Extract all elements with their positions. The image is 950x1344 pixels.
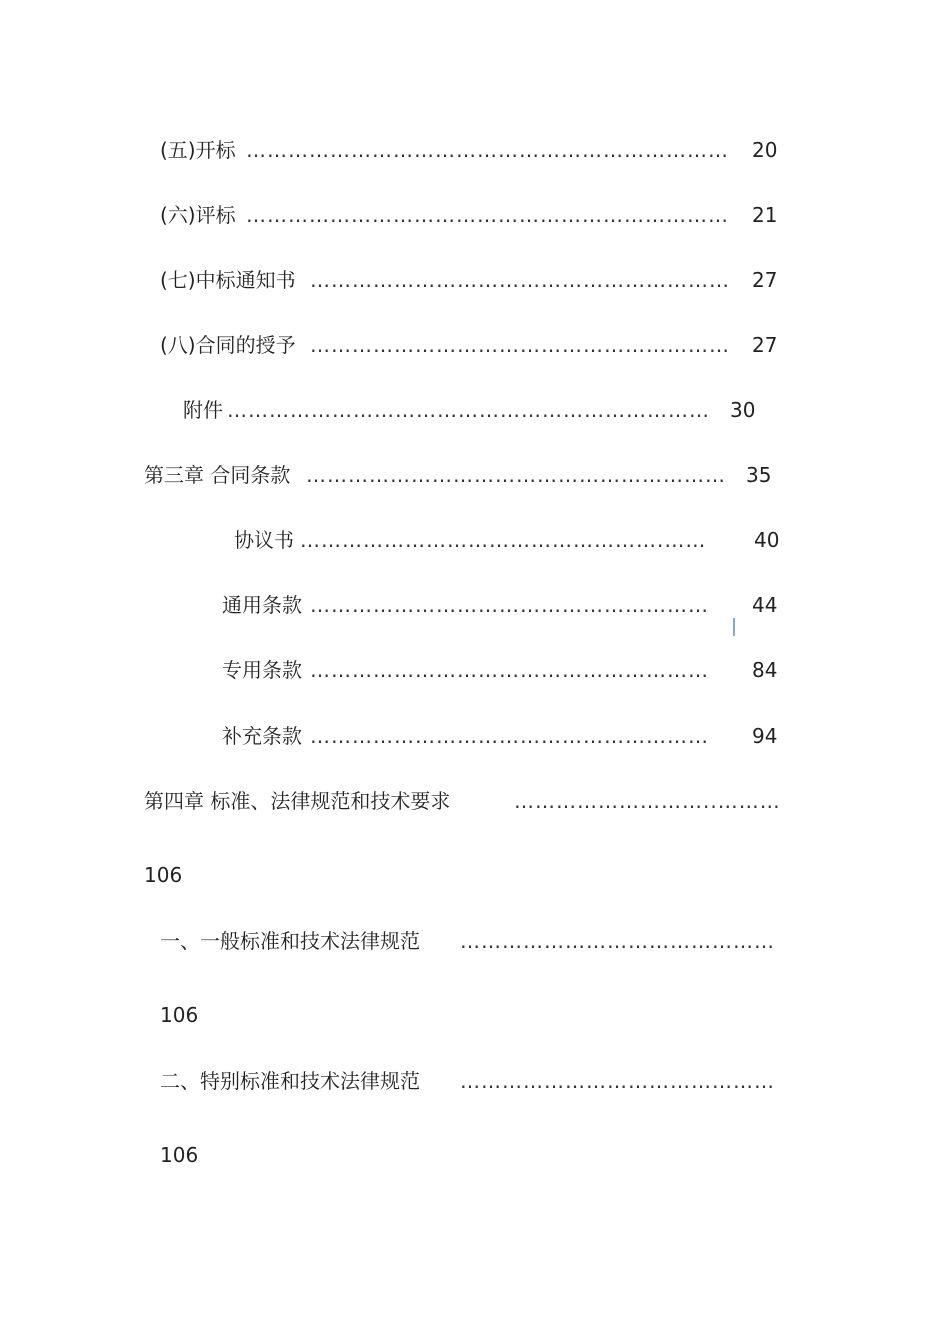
toc-entry-page: 106 [144, 863, 183, 887]
toc-entry-page: 20 [752, 138, 778, 162]
toc-entry-page: 21 [752, 203, 778, 227]
toc-entry-leader: ………………………………………………… [310, 658, 709, 682]
toc-entry-label: 二、特别标准和技术法律规范 [160, 1069, 420, 1093]
toc-entry [222, 588, 782, 622]
toc-entry-label: 补充条款 [222, 724, 302, 748]
toc-entry-leader: ………………………..……… [514, 789, 781, 813]
toc-entry [160, 328, 780, 362]
toc-entry-leader: ……………………………………… [460, 1069, 775, 1093]
toc-entry-leader: …………………………………………………………… [227, 398, 710, 422]
toc-entry [234, 523, 784, 557]
toc-entry-leader: …………………………………………………… [310, 333, 730, 357]
toc-entry [144, 458, 774, 492]
toc-entry-label: 一、一般标准和技术法律规范 [160, 929, 420, 953]
toc-entry [160, 924, 808, 958]
toc-entry-label: 第三章 合同条款 [144, 463, 291, 487]
toc-entry-page: 27 [752, 268, 778, 292]
toc-entry [222, 719, 782, 753]
toc-entry-page: 35 [746, 463, 772, 487]
toc-entry-label: 通用条款 [222, 593, 302, 617]
toc-entry [183, 393, 763, 427]
toc-entry-page: 106 [160, 1003, 199, 1027]
toc-entry-leader: …………………………………………………… [310, 268, 730, 292]
toc-entry-label: 第四章 标准、法律规范和技术要求 [144, 789, 451, 813]
toc-entry-leader: …………………………………………….…… [300, 528, 707, 552]
toc-entry-leader: ………………………………………………… [310, 724, 709, 748]
toc-entry [160, 198, 780, 232]
toc-entry-label: 协议书 [234, 528, 294, 552]
toc-entry-page: 44 [752, 593, 778, 617]
toc-entry-page: 40 [754, 528, 780, 552]
toc-entry-page: 106 [160, 1143, 199, 1167]
toc-entry-page: 84 [752, 658, 778, 682]
toc-entry-leader: …………………………………………………………… [246, 138, 729, 162]
toc-entry-label: (六)评标 [160, 203, 236, 227]
toc-entry-page: 30 [730, 398, 756, 422]
toc-entry [160, 263, 780, 297]
toc-entry-page: 94 [752, 724, 778, 748]
toc-entry-leader: ………………………………………………… [310, 593, 709, 617]
toc-entry [222, 653, 782, 687]
toc-entry-label: (七)中标通知书 [160, 268, 296, 292]
toc-entry-label: (五)开标 [160, 138, 236, 162]
toc-entry [160, 1064, 808, 1098]
text-cursor [733, 618, 735, 636]
toc-entry-page: 27 [752, 333, 778, 357]
toc-entry-leader: …………………………………………………… [306, 463, 726, 487]
toc-entry-label: 附件 [183, 398, 223, 422]
toc-entry-leader: …………………………………………………………… [246, 203, 729, 227]
toc-entry-leader: ……………………………………… [460, 929, 775, 953]
toc-entry [144, 784, 808, 818]
toc-entry [160, 133, 780, 167]
toc-entry-label: 专用条款 [222, 658, 302, 682]
toc-entry-label: (八)合同的授予 [160, 333, 296, 357]
